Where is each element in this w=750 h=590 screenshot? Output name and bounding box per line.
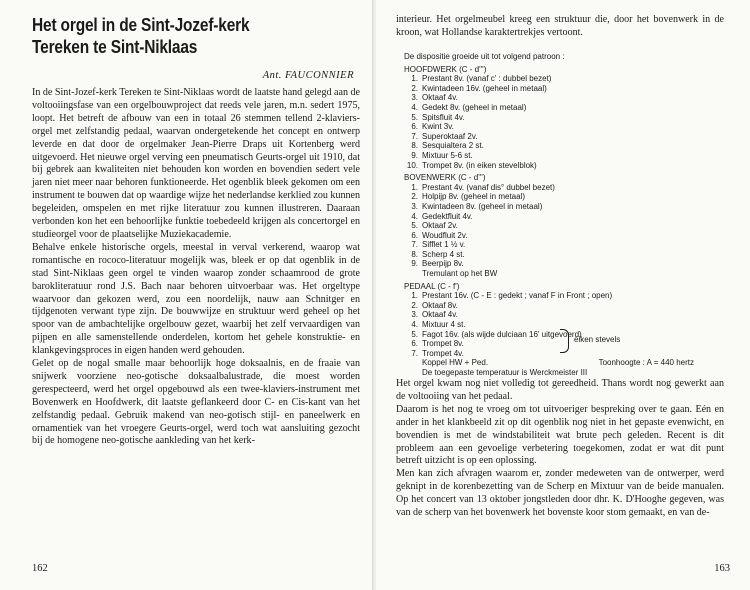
stop-name: Oktaaf 8v. (422, 300, 458, 310)
paragraph: Men kan zich afvragen waarom er, zonder medeweten van de ontwerper, werd geknipt in de korenbezetting van de Scherp en Mixtuur van de beide manualen. Op het concert van 13 oktober jongstleden door dhr. K. D'Hooghe gegeven, was van de scherp van het bovenwerk het bovenste koor stom gemaakt, en van de- (396, 468, 724, 519)
tremulant-note: Tremulant op het BW (422, 269, 498, 279)
stop-item (404, 212, 734, 222)
stop-name: Prestant 4v. (vanaf dis° dubbel bezet) (422, 182, 555, 192)
stop-number: 6. (411, 230, 418, 240)
right-body-text (396, 378, 724, 520)
stop-item (404, 84, 734, 94)
pedaal-heading: PEDAAL (C - f') (404, 281, 460, 291)
stop-item (404, 221, 734, 231)
stop-number: 8. (411, 141, 418, 151)
stop-item (404, 320, 734, 330)
paragraph: Het orgel kwam nog niet volledig tot gereedheid. Thans wordt nog gewerkt aan de voltooiing van het pedaal. (396, 378, 724, 402)
toonhoogte-label: Toonhoogte : A = 440 hertz (598, 358, 694, 368)
stop-number: 3. (411, 310, 418, 320)
stop-number: 5. (411, 221, 418, 231)
stop-number: 3. (411, 201, 418, 211)
stop-number: 7. (411, 348, 418, 358)
stop-name: Holpijp 8v. (geheel in metaal) (422, 192, 526, 202)
paragraph: interieur. Het orgelmeubel kreeg een struktuur die, door het bovenwerk in de kroon, wat Hollandse karaktertrekjes vertoont. (396, 14, 724, 38)
stop-item (404, 259, 734, 269)
stop-name: Oktaaf 4v. (422, 93, 458, 103)
stop-name: Sesquialtera 2 st. (422, 141, 484, 151)
stop-number: 6. (411, 122, 418, 132)
stop-name: Superoktaaf 2v. (422, 131, 478, 141)
organ-disposition (404, 52, 734, 378)
stop-item (404, 151, 734, 161)
stop-number: 1. (411, 182, 418, 192)
stop-name: Prestant 16v. (C - E : gedekt ; vanaf F in Front ; open) (422, 291, 613, 301)
stop-number: 2. (411, 83, 418, 93)
stop-name: Kwintadeen 16v. (geheel in metaal) (422, 83, 547, 93)
stop-item (404, 103, 734, 113)
stop-item (404, 349, 734, 359)
stop-name: Trompet 4v. (422, 348, 464, 358)
brace-label: eiken stevels (574, 335, 621, 345)
stop-item (404, 202, 734, 212)
hoofdwerk-stop-list (404, 74, 734, 170)
brace-bracket (560, 329, 569, 353)
pedaal-stop-list (404, 291, 734, 358)
stop-name: Kwintadeen 8v. (geheel in metaal) (422, 201, 543, 211)
stop-number: 9. (411, 259, 418, 269)
stop-name: Prestant 8v. (vanaf c' : dubbel bezet) (422, 74, 552, 84)
bovenwerk-stop-list (404, 183, 734, 269)
stop-item (404, 113, 734, 123)
right-top-text (396, 14, 724, 40)
stop-name: Trompet 8v. (in eiken stevelblok) (422, 160, 537, 170)
stop-number: 4. (411, 211, 418, 221)
koppel-row (404, 358, 734, 368)
stop-number: 5. (411, 112, 418, 122)
stop-item (404, 93, 734, 103)
stop-item (404, 240, 734, 250)
title-line-1: Het orgel in de Sint-Jozef-kerk (32, 15, 250, 35)
left-page (0, 0, 374, 590)
stop-number: 7. (411, 240, 418, 250)
stop-item (404, 161, 734, 171)
stop-item (404, 291, 734, 301)
stop-number: 1. (411, 74, 418, 84)
temperatuur-note: De toegepaste temperatuur is Werckmeister III (422, 368, 588, 377)
page-number-right: 163 (714, 563, 730, 574)
stop-number: 2. (411, 192, 418, 202)
stop-item (404, 122, 734, 132)
stop-name: Gedektfluit 4v. (422, 211, 473, 221)
stop-item (404, 141, 734, 151)
stop-number: 2. (411, 300, 418, 310)
stop-item (404, 339, 734, 349)
stop-number: 7. (411, 131, 418, 141)
stop-number: 1. (411, 291, 418, 301)
stop-name: Mixtuur 5-6 st. (422, 150, 473, 160)
stop-item (404, 132, 734, 142)
stop-item (404, 74, 734, 84)
paragraph: In de Sint-Jozef-kerk Tereken te Sint-Niklaas wordt de laatste hand gelegd aan de voltooiingsfase van een orgelbouwproject dat reeds vele jaren, m.n. sedert 1975, loopt. Het betreft de afbouw van een in totaal 26 stemmen tellend 2-klaviers-orgel met zelfstandig pedaal, waarvan ondergetekende het concept en ontwerp leverde en dat door de orgelmaker Jean-Pierre Draps uit Kortenberg werd uitgevoerd. Het nieuwe orgel verving een pneumatisch Geurts-orgel uit 1910, dat bij gebrek aan kwaliteiten niet behouden kon worden en bovendien sedert vele jaren niet meer naar behoren funktioneerde. Het ogenblik bleek gekomen om een instrument te bouwen dat op waardige wijze het nederlandse kerklied zou kunnen begeleiden, omspelen en met rijke literatuur zou kunnen illustreren. Daaraan verbonden kon het een behoorlijke funktie toebedeeld krijgen als concertorgel en studieorgel voor de plaatselijke Muziekacademie. (32, 87, 360, 240)
stop-name: Woudfluit 2v. (422, 230, 468, 240)
stop-item (404, 330, 734, 340)
title-line-2: Tereken te Sint-Niklaas (32, 37, 198, 57)
stop-name: Kwint 3v. (422, 122, 454, 132)
stop-item (404, 183, 734, 193)
stop-name: Spitsfluit 4v. (422, 112, 465, 122)
stop-name: Sifflet 1 ½ v. (422, 240, 466, 250)
stop-item (404, 231, 734, 241)
article-title (32, 14, 307, 58)
stop-name: Oktaaf 4v. (422, 310, 458, 320)
stop-number: 6. (411, 339, 418, 349)
stop-item (404, 192, 734, 202)
stop-number: 9. (411, 150, 418, 160)
pedaal-block (404, 291, 734, 358)
paragraph: Daarom is het nog te vroeg om tot uitvoeriger bespreking over te gaan. Eén en ander in het klankbeeld zit op dit ogenblik nog niet in het gepaste evenwicht, en bovendien is met de windstabiliteit wat brute pech geleden. Recent is dit probleem aan een gevoelige verbetering toegekomen, zodat er wat dit punt betreft uitzicht is op een oplossing. (396, 403, 724, 467)
stop-name: Beerpijp 8v. (422, 259, 464, 269)
right-page (376, 0, 750, 590)
koppel-label: Koppel HW + Ped. (422, 358, 489, 368)
stop-number: 4. (411, 102, 418, 112)
stop-number: 3. (411, 93, 418, 103)
stop-name: Fagot 16v. (als wijde dulciaan 16' uitgevoerd) (422, 329, 582, 339)
paragraph: Gelet op de nogal smalle maar behoorlijk hoge doksaalnis, en de fraaie van snijwerk voorziene neo-gotische doksaalbalustrade, die moest worden gerespecteerd, werd het orgel opgebouwd als een twee-klaviers-instrument met Bovenwerk en Hoofdwerk, dit laatste geflankeerd door C- en Cis-kant van het zelfstandig pedaal. Gebruik makend van neo-gotisch stijl- en paneelwerk en ornamentiek van het vroegere Geurts-orgel, werd toch wat aansluiting gezocht bij de homogene neo-gotische aankleding van het kerk- (32, 358, 360, 447)
stop-item (404, 250, 734, 260)
stop-item (404, 310, 734, 320)
stop-number: 5. (411, 329, 418, 339)
stop-name: Gedekt 8v. (geheel in metaal) (422, 102, 527, 112)
bovenwerk-heading: BOVENWERK (C - d''') (404, 173, 486, 183)
stop-name: Scherp 4 st. (422, 249, 465, 259)
stop-number: 4. (411, 320, 418, 330)
paragraph: Behalve enkele historische orgels, meestal in verval verkerend, waarop wat romantische en rococo-literatuur mogelijk was, bleek er op dat ogenblik in de stad Sint-Niklaas geen orgel te vinden waarop zonder schaamrood de grote barokliteratuur rond J.S. Bach naar behoren uitvoerbaar was. Het orgeltype waarvoor dan gekozen werd, zou een noordelijk, nauw aan Schnitger en tijdgenoten verwant type zijn. De bouwwijze en struktuur werd geheel op het spoor van de ambachtelijke orgelbouw gezet, waarbij het zelf vervaardigen van pijpen en alle samenstellende onderdelen, kortom het gehele konstruktie- en klankgevingsproces in eigen handen werd gehouden. (32, 241, 360, 357)
disposition-intro: De dispositie groeide uit tot volgend patroon : (404, 52, 565, 61)
stop-name: Oktaaf 2v. (422, 221, 458, 231)
hoofdwerk-heading: HOOFDWERK (C - d''') (404, 64, 487, 74)
left-body-text (32, 87, 360, 448)
page-number-left: 162 (32, 563, 48, 574)
stop-name: Trompet 8v. (422, 339, 464, 349)
stop-number: 8. (411, 249, 418, 259)
stop-item (404, 301, 734, 311)
stop-name: Mixtuur 4 st. (422, 320, 466, 330)
stop-number: 10. (406, 160, 418, 170)
author-byline: Ant. FAUCONNIER (262, 70, 354, 81)
